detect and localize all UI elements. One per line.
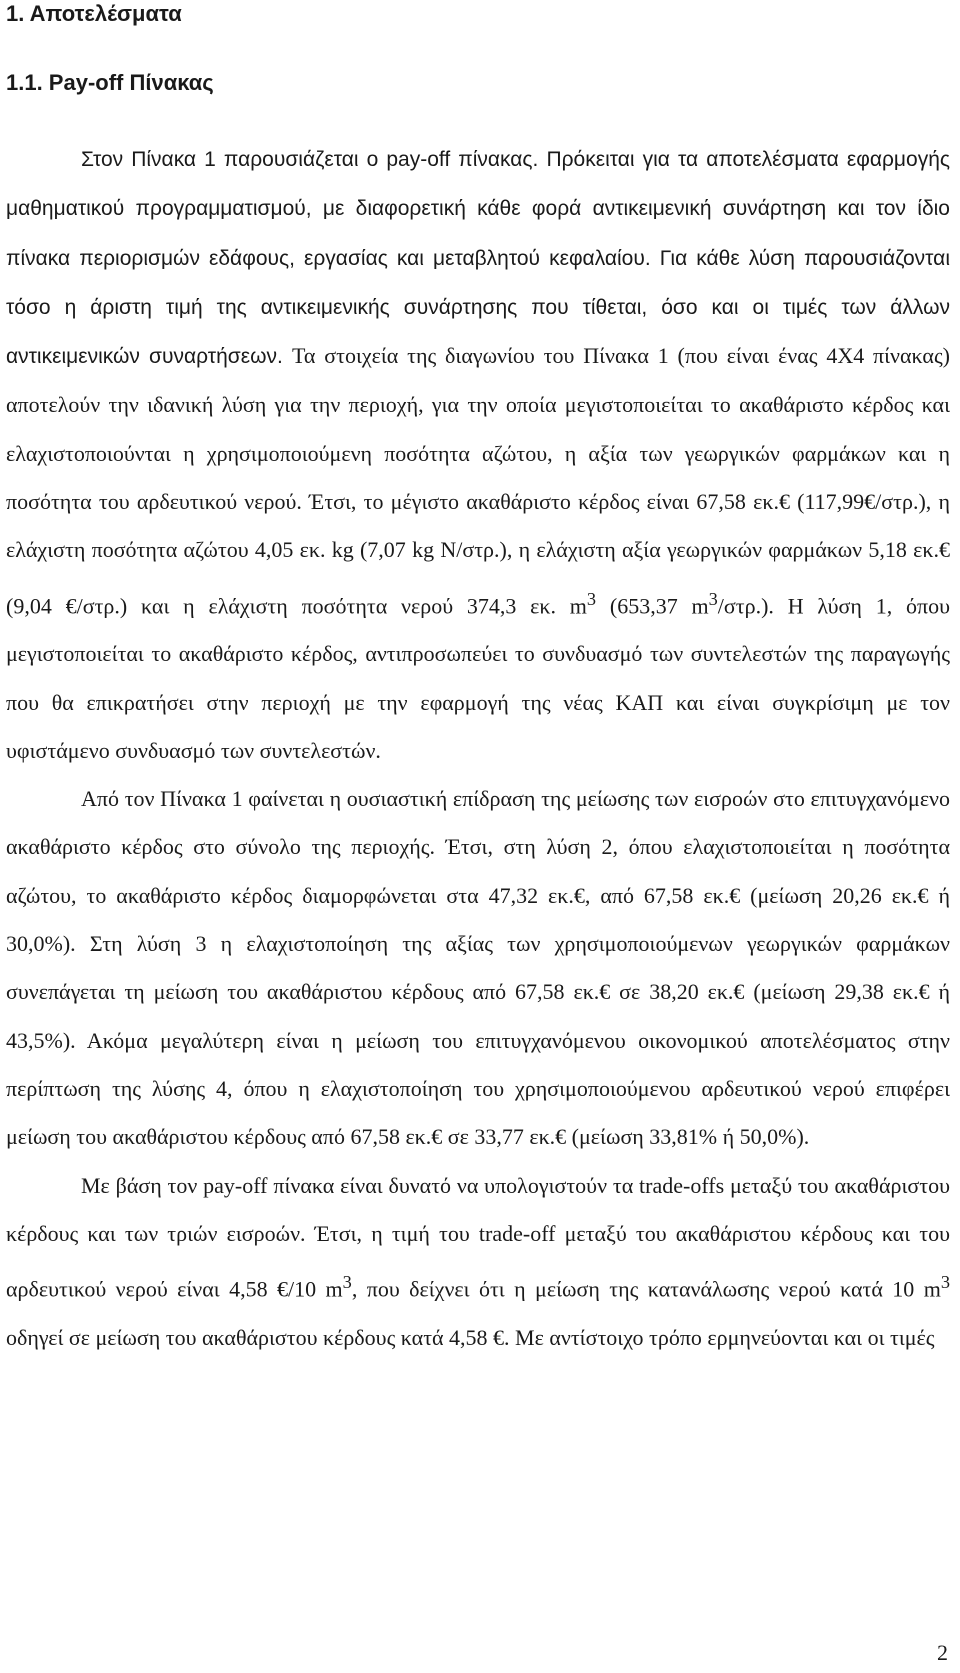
body-text (6, 135, 950, 1362)
superscript: 3 (342, 1272, 352, 1293)
paragraph-3-part-3: οδηγεί σε μείωση του ακαθάριστου κέρδους κατά 4,58 €. Με αντίστοιχο τρόπο ερμηνεύονται και οι τιμές (6, 1324, 935, 1350)
paragraph-1 (6, 135, 950, 775)
superscript: 3 (708, 588, 718, 609)
paragraph-1-part-1: Στον Πίνακα 1 παρουσιάζεται ο pay-off πίνακας. (81, 148, 547, 171)
subsection-heading: 1.1. Pay-off Πίνακας (6, 70, 214, 95)
paragraph-1-part-5: /στρ.). Η λύση 1, όπου μεγιστοποιείται το ακαθάριστο κέρδος, αντιπροσωπεύει το συνδυασμό των συντελεστών της παραγωγής που θα επικρατήσει στην περιοχή με την εφαρμογή της νέας ΚΑΠ και είναι συγκρίσιμη με τον υφιστάμενο συνδυασμό των συντελεστών. (6, 593, 950, 763)
paragraph-3 (6, 1162, 950, 1363)
page-number: 2 (937, 1640, 948, 1665)
paragraph-3-part-2: , που δείχνει ότι η μείωση της κατανάλωσης νερού κατά 10 m (351, 1276, 941, 1302)
paragraph-3-part-1: Με βάση τον pay-off πίνακα είναι δυνατό να υπολογιστούν τα trade-offs μεταξύ του ακαθάριστου κέρδους και των τριών εισροών. Έτσι, η τιμή του trade-off μεταξύ του ακαθάριστου κέρδους και του αρδευτικού νερού είναι 4,58 €/10 m (6, 1172, 950, 1302)
superscript: 3 (586, 588, 597, 609)
paragraph-2: Από τον Πίνακα 1 φαίνεται η ουσιαστική επίδραση της μείωσης των εισροών στο επιτυγχανόμενο ακαθάριστο κέρδος στο σύνολο της περιοχής. Έτσι, στη λύση 2, όπου ελαχιστοποιείται η ποσότητα αζώτου, το ακαθάριστο κέρδος διαμορφώνεται στα 47,32 εκ.€, από 67,58 εκ.€ (μείωση 20,26 εκ.€ ή 30,0%). Στη λύση 3 η ελαχιστοποίηση της αξίας των χρησιμοποιούμενων γεωργικών φαρμάκων συνεπάγεται τη μείωση του ακαθάριστου κέρδους από 67,58 εκ.€ σε 38,20 εκ.€ (μείωση 29,38 εκ.€ ή 43,5%). Ακόμα μεγαλύτερη είναι η μείωση του επιτυγχανόμενου οικονομικού αποτελέσματος στην περίπτωση της λύσης 4, όπου η ελαχιστοποίηση του χρησιμοποιούμενου αρδευτικού νερού επιφέρει μείωση του ακαθάριστου κέρδους από 67,58 εκ.€ σε 33,77 εκ.€ (μείωση 33,81% ή 50,0%). (6, 786, 950, 1150)
section-heading: 1. Αποτελέσματα (6, 1, 182, 26)
paragraph-1-part-4: (653,37 m (596, 593, 709, 618)
paragraph-1-part-3: Τα στοιχεία της διαγωνίου του Πίνακα 1 (που είναι ένας 4Χ4 πίνακας) αποτελούν την ιδανική λύση για την περιοχή, για την οποία μεγιστοποιείται το ακαθάριστο κέρδος και ελαχιστοποιούνται η χρησιμοποιούμενη ποσότητα αζώτου, η αξία των γεωργικών φαρμάκων και η ποσότητα του αρδευτικού νερού. Έτσι, το μέγιστο ακαθάριστο κέρδος είναι 67,58 εκ.€ (117,99€/στρ.), η ελάχιστη ποσότητα αζώτου 4,05 εκ. kg (7,07 kg N/στρ.), η ελάχιστη αξία γεωργικών φαρμάκων 5,18 εκ.€ (9,04 €/στρ.) και η ελάχιστη ποσότητα νερού 374,3 εκ. m (6, 343, 950, 618)
paragraph-1-part-2: Πρόκειται για τα αποτελέσματα εφαρμογής μαθηματικού προγραμματισμού, με διαφορετική κάθε φορά αντικειμενική συνάρτηση και τον ίδιο πίνακα περιορισμών εδάφους, εργασίας και μεταβλητού κεφαλαίου. Για κάθε λύση παρουσιάζονται τόσο η άριστη τιμή της αντικειμενικής συνάρτησης που τίθεται, όσο και οι τιμές των άλλων αντικειμενικών συναρτήσεων. (6, 148, 950, 369)
superscript: 3 (940, 1272, 950, 1293)
